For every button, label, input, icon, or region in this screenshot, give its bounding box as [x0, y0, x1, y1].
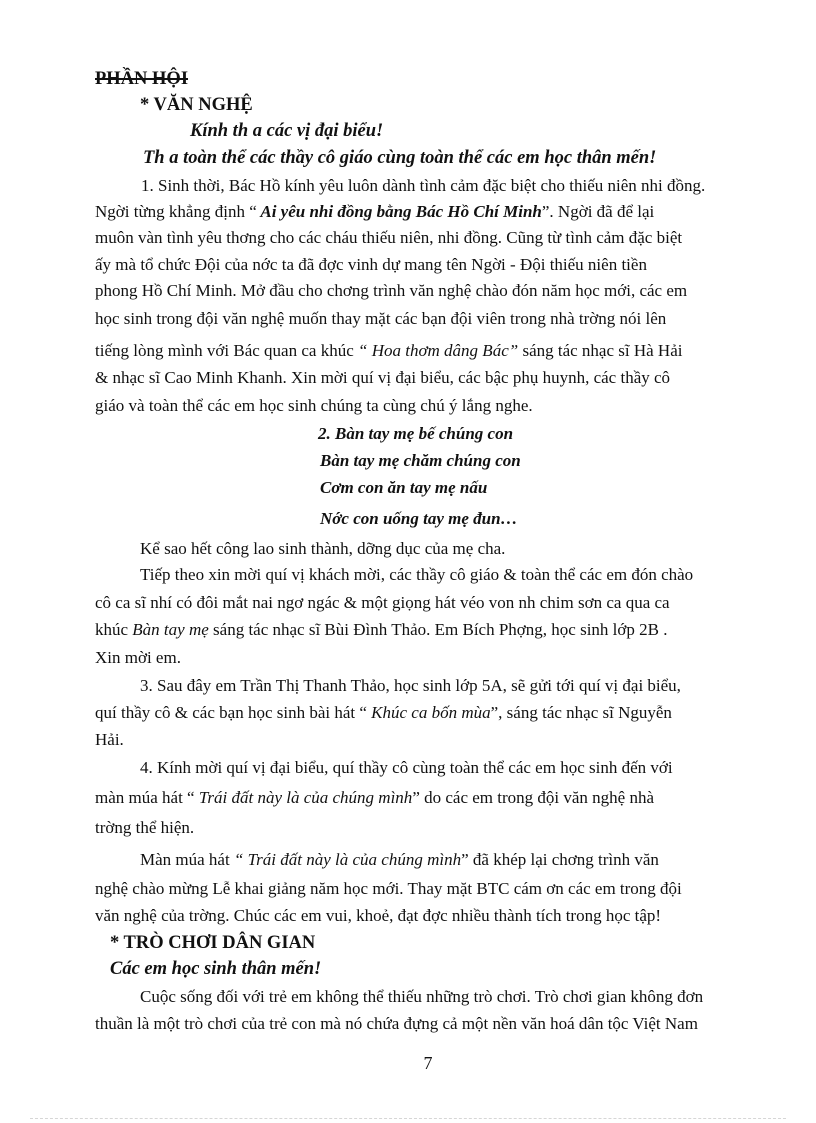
p1-line-7c: sáng tác nhạc sĩ Hà Hải — [518, 341, 683, 360]
p3-line-2a: quí thầy cô & các bạn học sinh bài hát “ — [95, 703, 372, 722]
p5-line-1 — [140, 849, 659, 871]
poem-line-2: Bàn tay mẹ chăm chúng con — [320, 451, 521, 470]
p3-line-2 — [95, 702, 672, 724]
p5-line-2: nghệ chào mừng Lễ khai giảng năm học mới. Thay mặt BTC cám ơn các em trong đội — [95, 879, 682, 898]
p2-line-4: Xin mời em. — [95, 648, 181, 667]
p6-line-2: thuần là một trò chơi của trẻ con mà nó chứa đựng cả một nền văn hoá dân tộc Việt Nam — [95, 1014, 698, 1033]
p6-line-1: Cuộc sống đối với trẻ em không thể thiếu những trò chơi. Trò chơi gian không đơn — [140, 987, 704, 1006]
p4-line-1: 4. Kính mời quí vị đại biểu, quí thầy cô cùng toàn thể các em học sinh đến với — [140, 758, 673, 777]
van-nghe-heading: * VĂN NGHỆ — [140, 95, 253, 115]
poem-line-1: 2. Bàn tay mẹ bế chúng con — [318, 424, 514, 443]
p1-quote-title: Ai yêu nhi đồng bằng Bác Hồ Chí Minh — [256, 202, 542, 221]
p2-line-3c: sáng tác nhạc sĩ Bùi Đình Thảo. Em Bích Phợng, học sinh lớp 2B . — [208, 620, 668, 639]
p1-line-1: 1. Sinh thời, Bác Hồ kính yêu luôn dành tình cảm đặc biệt cho thiếu niên nhi đồng. — [141, 176, 706, 195]
poem-tail: Kể sao hết công lao sinh thành, dỡng dục của mẹ cha. — [140, 539, 506, 558]
p5-song-title: “ Trái đất này là của chúng mình — [233, 850, 462, 869]
page-number: 7 — [423, 1053, 433, 1073]
poem-line-4: Nớc con uống tay mẹ đun… — [320, 509, 518, 528]
section-heading: PHẦN HỘI — [95, 69, 189, 89]
p1-line-3: muôn vàn tình yêu thơng cho các cháu thiếu niên, nhi đồng. Cũng từ tình cảm đặc biệt — [95, 228, 683, 247]
p4-line-3: trờng thể hiện. — [95, 818, 195, 837]
p1-line-7a: tiếng lòng mình với Bác quan ca khúc — [95, 341, 358, 360]
p1-line-6: học sinh trong đội văn nghệ muốn thay mặt các bạn đội viên trong nhà trờng nói lên — [95, 309, 667, 328]
p4-line-2a: màn múa hát “ — [95, 788, 199, 807]
p5-line-3: văn nghệ của trờng. Chúc các em vui, khoẻ, đạt đợc nhiều thành tích trong học tập! — [95, 906, 662, 925]
p1-song-title: “ Hoa thơm dâng Bác” — [358, 341, 519, 360]
p1-line-8: & nhạc sĩ Cao Minh Khanh. Xin mời quí vị đại biểu, các bậc phụ huynh, các thầy cô — [95, 368, 671, 387]
p1-line-4: ấy mà tổ chức Đội của nớc ta đã đợc vinh dự mang tên Ngời - Đội thiếu niên tiền — [95, 255, 647, 274]
p1-line-2a: Ngời từng khẳng định “ — [95, 202, 257, 221]
p4-line-2c: ” do các em trong đội văn nghệ nhà — [412, 788, 655, 807]
p2-line-2: cô ca sĩ nhí có đôi mắt nai ngơ ngác & một giọng hát véo von nh chim sơn ca qua ca — [95, 593, 670, 612]
p5-line-1a: Màn múa hát — [140, 850, 234, 869]
p1-line-9: giáo và toàn thể các em học sinh chúng ta cùng chú ý lắng nghe. — [95, 396, 533, 415]
p1-line-7 — [95, 340, 682, 362]
p3-line-2c: ”, sáng tác nhạc sĩ Nguyễn — [490, 703, 672, 722]
poem-line-3: Cơm con ăn tay mẹ nấu — [320, 478, 488, 497]
p3-line-3: Hải. — [95, 730, 124, 749]
p3-song-title: Khúc ca bốn mùa — [371, 703, 491, 722]
p1-line-5: phong Hồ Chí Minh. Mở đầu cho chơng trình văn nghệ chào đón năm học mới, các em — [95, 281, 688, 300]
p5-line-1c: ” đã khép lại chơng trình văn — [461, 850, 659, 869]
greeting-students: Các em học sinh thân mến! — [110, 959, 322, 979]
p2-song-title: Bàn tay mẹ — [132, 620, 209, 639]
greeting-teachers: Th a toàn thể các thầy cô giáo cùng toàn thể các em học thân mến! — [143, 148, 657, 168]
p2-line-3a: khúc — [95, 620, 133, 639]
p4-song-title: Trái đất này là của chúng mình — [198, 788, 413, 807]
p1-line-2c: ”. Ngời đã để lại — [541, 202, 655, 221]
p2-line-3 — [95, 619, 667, 641]
p3-line-1: 3. Sau đây em Trần Thị Thanh Thảo, học sinh lớp 5A, sẽ gửi tới quí vị đại biểu, — [140, 676, 681, 695]
p2-line-1: Tiếp theo xin mời quí vị khách mời, các thầy cô giáo & toàn thể các em đón chào — [140, 565, 694, 584]
page-bottom-divider — [30, 1118, 786, 1119]
tro-choi-heading: * TRÒ CHƠI DÂN GIAN — [110, 933, 316, 953]
p4-line-2 — [95, 787, 654, 809]
greeting-guests: Kính th a các vị đại biểu! — [190, 121, 384, 141]
p1-line-2 — [95, 201, 654, 223]
